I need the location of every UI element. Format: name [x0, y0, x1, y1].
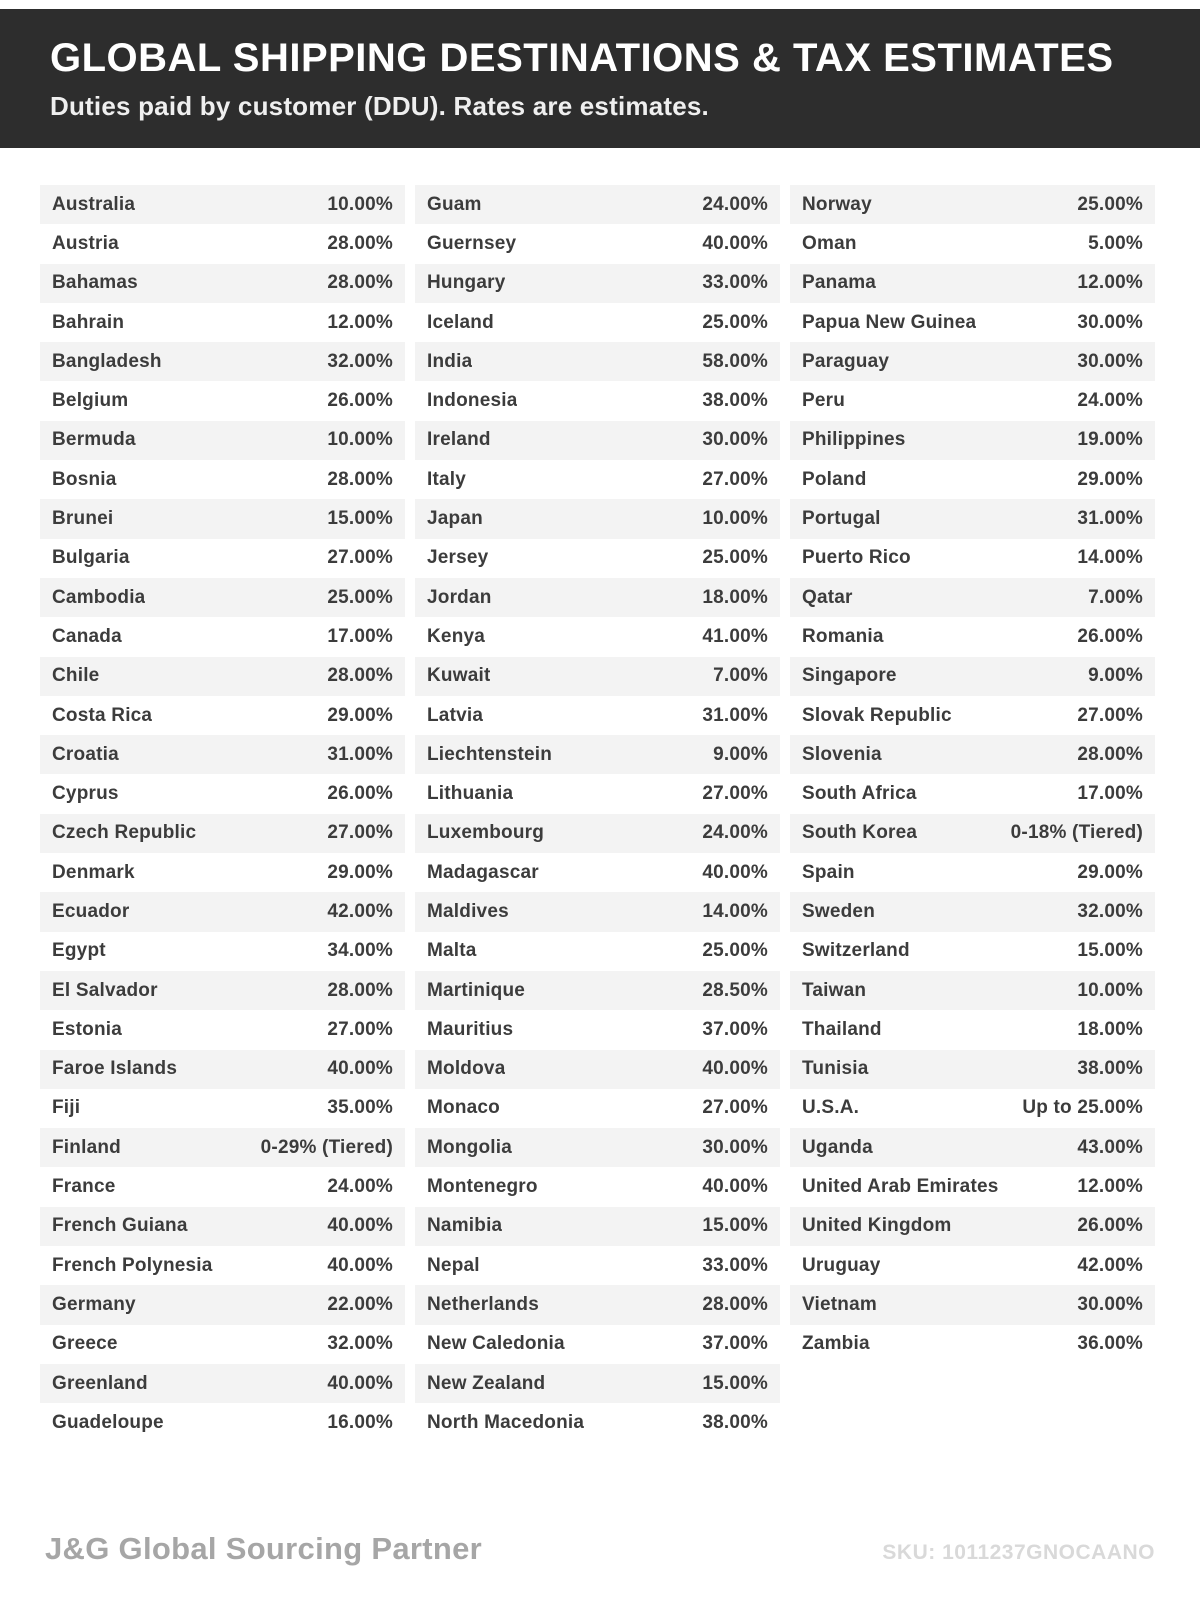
rate-value: 25.00%: [1077, 193, 1143, 215]
table-row: [40, 1325, 405, 1364]
country-label: Zambia: [802, 1333, 870, 1355]
rate-value: 24.00%: [702, 193, 768, 215]
country-label: Panama: [802, 272, 877, 294]
country-label: South Korea: [802, 822, 918, 844]
table-row: [415, 578, 780, 617]
table-row: [415, 932, 780, 971]
country-label: Sweden: [802, 900, 875, 922]
table-row: [415, 1050, 780, 1089]
table-row: [415, 814, 780, 853]
country-label: Indonesia: [427, 390, 518, 412]
table-row: [415, 1364, 780, 1403]
rate-value: 30.00%: [702, 429, 768, 451]
country-label: Guadeloupe: [52, 1411, 164, 1433]
table-row: [415, 1010, 780, 1049]
rate-value: 30.00%: [1077, 350, 1143, 372]
country-label: El Salvador: [52, 979, 158, 1001]
rate-value: 9.00%: [713, 743, 768, 765]
country-label: United Kingdom: [802, 1215, 952, 1237]
rate-value: 7.00%: [1088, 586, 1143, 608]
rate-value: 27.00%: [702, 783, 768, 805]
table-row: [40, 303, 405, 342]
country-label: French Polynesia: [52, 1254, 213, 1276]
table-row: [790, 342, 1155, 381]
rate-value: 10.00%: [1077, 979, 1143, 1001]
table-row: [415, 617, 780, 656]
country-label: Mongolia: [427, 1136, 512, 1158]
country-label: Portugal: [802, 508, 881, 530]
country-label: Vietnam: [802, 1293, 877, 1315]
country-label: Canada: [52, 625, 122, 647]
country-label: New Zealand: [427, 1372, 546, 1394]
country-label: Netherlands: [427, 1293, 540, 1315]
country-label: Paraguay: [802, 350, 890, 372]
tax-rate-table: [40, 185, 1155, 1443]
table-row: [40, 499, 405, 538]
table-row: [790, 460, 1155, 499]
table-row: [415, 539, 780, 578]
country-label: Mauritius: [427, 1018, 514, 1040]
country-label: Maldives: [427, 900, 509, 922]
country-label: Lithuania: [427, 783, 514, 805]
rate-value: 15.00%: [702, 1215, 768, 1237]
country-label: Slovak Republic: [802, 704, 952, 726]
country-label: Oman: [802, 232, 857, 254]
table-row: [790, 1089, 1155, 1128]
country-label: Luxembourg: [427, 822, 545, 844]
rate-value: 17.00%: [1077, 783, 1143, 805]
table-row: [40, 892, 405, 931]
country-label: Guam: [427, 193, 482, 215]
country-label: Italy: [427, 468, 467, 490]
country-label: Norway: [802, 193, 872, 215]
country-label: Taiwan: [802, 979, 867, 1001]
rate-value: 10.00%: [327, 193, 393, 215]
rate-value: 0-29% (Tiered): [260, 1136, 393, 1158]
country-label: Fiji: [52, 1097, 81, 1119]
rate-value: 40.00%: [327, 1215, 393, 1237]
rate-value: 41.00%: [702, 625, 768, 647]
rate-value: 22.00%: [327, 1293, 393, 1315]
page-subtitle: Duties paid by customer (DDU). Rates are estimates.: [50, 91, 709, 121]
rate-value: 26.00%: [327, 390, 393, 412]
rate-value: 27.00%: [1077, 704, 1143, 726]
country-label: Belgium: [52, 390, 129, 412]
table-row: [40, 932, 405, 971]
table-row: [790, 696, 1155, 735]
country-label: Bahamas: [52, 272, 138, 294]
rate-value: 17.00%: [327, 625, 393, 647]
rate-value: 7.00%: [713, 665, 768, 687]
rate-value: 29.00%: [1077, 468, 1143, 490]
rate-value: 38.00%: [1077, 1058, 1143, 1080]
table-row: [40, 578, 405, 617]
rate-value: 40.00%: [702, 1176, 768, 1198]
rate-value: 14.00%: [702, 900, 768, 922]
table-row: [40, 1167, 405, 1206]
rate-value: 37.00%: [702, 1018, 768, 1040]
country-label: Chile: [52, 665, 100, 687]
country-label: Liechtenstein: [427, 743, 553, 765]
rate-value: 38.00%: [702, 1411, 768, 1433]
country-label: Japan: [427, 508, 483, 530]
table-row: [790, 1128, 1155, 1167]
country-label: Uruguay: [802, 1254, 881, 1276]
rate-value: 29.00%: [327, 861, 393, 883]
rate-value: 18.00%: [702, 586, 768, 608]
page-footer: [0, 1531, 1200, 1567]
table-row: [790, 1207, 1155, 1246]
country-label: Bulgaria: [52, 547, 130, 569]
country-label: Puerto Rico: [802, 547, 911, 569]
table-row: [415, 1403, 780, 1442]
country-label: Egypt: [52, 940, 106, 962]
country-label: Uganda: [802, 1136, 873, 1158]
table-row: [415, 185, 780, 224]
rate-value: 10.00%: [702, 508, 768, 530]
rate-value: 37.00%: [702, 1333, 768, 1355]
country-label: Monaco: [427, 1097, 500, 1119]
country-label: Faroe Islands: [52, 1058, 178, 1080]
table-row: [790, 264, 1155, 303]
rate-value: 32.00%: [327, 1333, 393, 1355]
country-label: Greece: [52, 1333, 118, 1355]
rate-value: 31.00%: [327, 743, 393, 765]
rate-value: 28.00%: [327, 665, 393, 687]
rate-value: 42.00%: [327, 900, 393, 922]
rate-value: 31.00%: [1077, 508, 1143, 530]
table-row: [40, 1364, 405, 1403]
table-row: [790, 1325, 1155, 1364]
table-row: [790, 499, 1155, 538]
country-label: Malta: [427, 940, 477, 962]
country-label: Poland: [802, 468, 867, 490]
rate-value: 10.00%: [327, 429, 393, 451]
table-row: [40, 264, 405, 303]
table-row: [415, 1325, 780, 1364]
table-row: [790, 185, 1155, 224]
rate-value: 28.00%: [1077, 743, 1143, 765]
table-column-2: [415, 185, 780, 1443]
rate-value: 14.00%: [1077, 547, 1143, 569]
country-label: Nepal: [427, 1254, 480, 1276]
table-column-1: [40, 185, 405, 1443]
rate-value: 24.00%: [702, 822, 768, 844]
country-label: Peru: [802, 390, 846, 412]
rate-value: 27.00%: [327, 822, 393, 844]
rate-value: 40.00%: [327, 1372, 393, 1394]
table-row: [415, 696, 780, 735]
table-row: [40, 539, 405, 578]
rate-value: 31.00%: [702, 704, 768, 726]
country-label: French Guiana: [52, 1215, 188, 1237]
table-row: [40, 224, 405, 263]
table-row: [40, 657, 405, 696]
table-row: [40, 1010, 405, 1049]
rate-value: Up to 25.00%: [1022, 1097, 1143, 1119]
table-row: [40, 460, 405, 499]
rate-value: 15.00%: [1077, 940, 1143, 962]
table-row: [415, 303, 780, 342]
rate-value: 29.00%: [1077, 861, 1143, 883]
country-label: Jersey: [427, 547, 489, 569]
table-row: [415, 381, 780, 420]
table-row: [415, 971, 780, 1010]
table-row: [790, 421, 1155, 460]
country-label: Austria: [52, 232, 119, 254]
rate-value: 12.00%: [1077, 1176, 1143, 1198]
country-label: Bangladesh: [52, 350, 162, 372]
table-row: [790, 1050, 1155, 1089]
rate-value: 40.00%: [327, 1058, 393, 1080]
country-label: Brunei: [52, 508, 114, 530]
rate-value: 40.00%: [702, 232, 768, 254]
country-label: Martinique: [427, 979, 526, 1001]
country-label: Spain: [802, 861, 855, 883]
country-label: Kenya: [427, 625, 486, 647]
country-label: Czech Republic: [52, 822, 197, 844]
country-label: Philippines: [802, 429, 906, 451]
table-row: [415, 499, 780, 538]
table-row: [790, 1167, 1155, 1206]
country-label: Namibia: [427, 1215, 503, 1237]
rate-value: 29.00%: [327, 704, 393, 726]
rate-value: 58.00%: [702, 350, 768, 372]
rate-value: 25.00%: [327, 586, 393, 608]
table-row: [40, 1128, 405, 1167]
rate-value: 33.00%: [702, 1254, 768, 1276]
table-row: [40, 381, 405, 420]
table-row: [40, 185, 405, 224]
table-row: [415, 735, 780, 774]
rate-value: 30.00%: [1077, 1293, 1143, 1315]
country-label: Latvia: [427, 704, 484, 726]
rate-value: 36.00%: [1077, 1333, 1143, 1355]
country-label: Tunisia: [802, 1058, 869, 1080]
table-row: [790, 892, 1155, 931]
rate-value: 35.00%: [327, 1097, 393, 1119]
rate-value: 27.00%: [327, 547, 393, 569]
country-label: Estonia: [52, 1018, 123, 1040]
country-label: Bermuda: [52, 429, 136, 451]
rate-value: 40.00%: [702, 1058, 768, 1080]
country-label: Denmark: [52, 861, 135, 883]
country-label: Finland: [52, 1136, 121, 1158]
table-row: [790, 1285, 1155, 1324]
country-label: Hungary: [427, 272, 506, 294]
table-row: [40, 774, 405, 813]
country-label: Qatar: [802, 586, 853, 608]
table-row: [40, 814, 405, 853]
rate-value: 32.00%: [1077, 900, 1143, 922]
rate-value: 26.00%: [1077, 1215, 1143, 1237]
table-row: [790, 657, 1155, 696]
table-row: [790, 539, 1155, 578]
country-label: Slovenia: [802, 743, 882, 765]
country-label: Ireland: [427, 429, 491, 451]
country-label: Ecuador: [52, 900, 130, 922]
table-row: [415, 657, 780, 696]
rate-value: 32.00%: [327, 350, 393, 372]
rate-value: 15.00%: [702, 1372, 768, 1394]
rate-value: 16.00%: [327, 1411, 393, 1433]
country-label: Thailand: [802, 1018, 882, 1040]
table-row: [415, 1207, 780, 1246]
country-label: Costa Rica: [52, 704, 153, 726]
table-row: [790, 814, 1155, 853]
table-row: [790, 1010, 1155, 1049]
table-row: [40, 853, 405, 892]
country-label: India: [427, 350, 473, 372]
rate-value: 25.00%: [702, 940, 768, 962]
country-label: Switzerland: [802, 940, 910, 962]
table-row: [790, 971, 1155, 1010]
table-row: [40, 1403, 405, 1442]
country-label: Moldova: [427, 1058, 506, 1080]
table-row: [790, 1246, 1155, 1285]
country-label: South Africa: [802, 783, 917, 805]
country-label: Cambodia: [52, 586, 146, 608]
table-row: [415, 264, 780, 303]
country-label: Croatia: [52, 743, 119, 765]
table-row: [415, 342, 780, 381]
rate-value: 43.00%: [1077, 1136, 1143, 1158]
country-label: Romania: [802, 625, 884, 647]
country-label: Greenland: [52, 1372, 148, 1394]
rate-value: 27.00%: [327, 1018, 393, 1040]
table-row: [40, 1285, 405, 1324]
rate-value: 30.00%: [702, 1136, 768, 1158]
rate-value: 24.00%: [1077, 390, 1143, 412]
table-row: [415, 1089, 780, 1128]
page-header: [0, 9, 1200, 148]
sku-label: SKU: 1011237GNOCAANO: [882, 1541, 1155, 1564]
table-row: [40, 1089, 405, 1128]
table-row: [40, 696, 405, 735]
rate-value: 28.00%: [327, 468, 393, 490]
rate-value: 12.00%: [1077, 272, 1143, 294]
rate-value: 12.00%: [327, 311, 393, 333]
country-label: Cyprus: [52, 783, 119, 805]
table-row: [40, 1207, 405, 1246]
brand-name: J&G Global Sourcing Partner: [45, 1531, 483, 1566]
rate-value: 27.00%: [702, 1097, 768, 1119]
rate-value: 9.00%: [1088, 665, 1143, 687]
country-label: France: [52, 1176, 116, 1198]
country-label: Jordan: [427, 586, 492, 608]
table-row: [415, 1246, 780, 1285]
rate-value: 30.00%: [1077, 311, 1143, 333]
country-label: Bahrain: [52, 311, 125, 333]
table-column-3: [790, 185, 1155, 1364]
table-row: [790, 224, 1155, 263]
country-label: United Arab Emirates: [802, 1176, 999, 1198]
table-row: [790, 303, 1155, 342]
country-label: Madagascar: [427, 861, 539, 883]
rate-value: 40.00%: [327, 1254, 393, 1276]
country-label: Germany: [52, 1293, 136, 1315]
rate-value: 28.50%: [702, 979, 768, 1001]
rate-value: 25.00%: [702, 547, 768, 569]
table-row: [790, 381, 1155, 420]
table-row: [790, 932, 1155, 971]
page-title: GLOBAL SHIPPING DESTINATIONS & TAX ESTIMATES: [50, 36, 1114, 80]
rate-value: 5.00%: [1088, 232, 1143, 254]
country-label: Bosnia: [52, 468, 117, 490]
rate-value: 40.00%: [702, 861, 768, 883]
rate-value: 42.00%: [1077, 1254, 1143, 1276]
rate-value: 28.00%: [327, 272, 393, 294]
country-label: Kuwait: [427, 665, 491, 687]
table-row: [790, 774, 1155, 813]
table-row: [415, 892, 780, 931]
table-row: [415, 224, 780, 263]
country-label: Iceland: [427, 311, 494, 333]
rate-value: 27.00%: [702, 468, 768, 490]
table-row: [40, 421, 405, 460]
table-row: [415, 774, 780, 813]
table-row: [40, 735, 405, 774]
rate-value: 25.00%: [702, 311, 768, 333]
rate-value: 28.00%: [327, 232, 393, 254]
country-label: Singapore: [802, 665, 897, 687]
table-row: [790, 617, 1155, 656]
table-row: [415, 853, 780, 892]
country-label: U.S.A.: [802, 1097, 860, 1119]
table-row: [415, 1128, 780, 1167]
rate-value: 38.00%: [702, 390, 768, 412]
rate-value: 18.00%: [1077, 1018, 1143, 1040]
rate-value: 26.00%: [327, 783, 393, 805]
table-row: [415, 460, 780, 499]
table-row: [790, 735, 1155, 774]
country-label: Montenegro: [427, 1176, 538, 1198]
table-row: [40, 1050, 405, 1089]
rate-value: 34.00%: [327, 940, 393, 962]
rate-value: 28.00%: [327, 979, 393, 1001]
country-label: North Macedonia: [427, 1411, 585, 1433]
country-label: Australia: [52, 193, 136, 215]
country-label: Guernsey: [427, 232, 517, 254]
rate-value: 0-18% (Tiered): [1010, 822, 1143, 844]
table-row: [790, 853, 1155, 892]
table-row: [790, 578, 1155, 617]
table-row: [415, 1285, 780, 1324]
rate-value: 26.00%: [1077, 625, 1143, 647]
rate-value: 33.00%: [702, 272, 768, 294]
rate-value: 28.00%: [702, 1293, 768, 1315]
table-row: [415, 1167, 780, 1206]
table-row: [415, 421, 780, 460]
table-row: [40, 971, 405, 1010]
table-row: [40, 617, 405, 656]
rate-value: 24.00%: [327, 1176, 393, 1198]
country-label: New Caledonia: [427, 1333, 565, 1355]
country-label: Papua New Guinea: [802, 311, 977, 333]
rate-value: 19.00%: [1077, 429, 1143, 451]
table-row: [40, 1246, 405, 1285]
table-row: [40, 342, 405, 381]
rate-value: 15.00%: [327, 508, 393, 530]
